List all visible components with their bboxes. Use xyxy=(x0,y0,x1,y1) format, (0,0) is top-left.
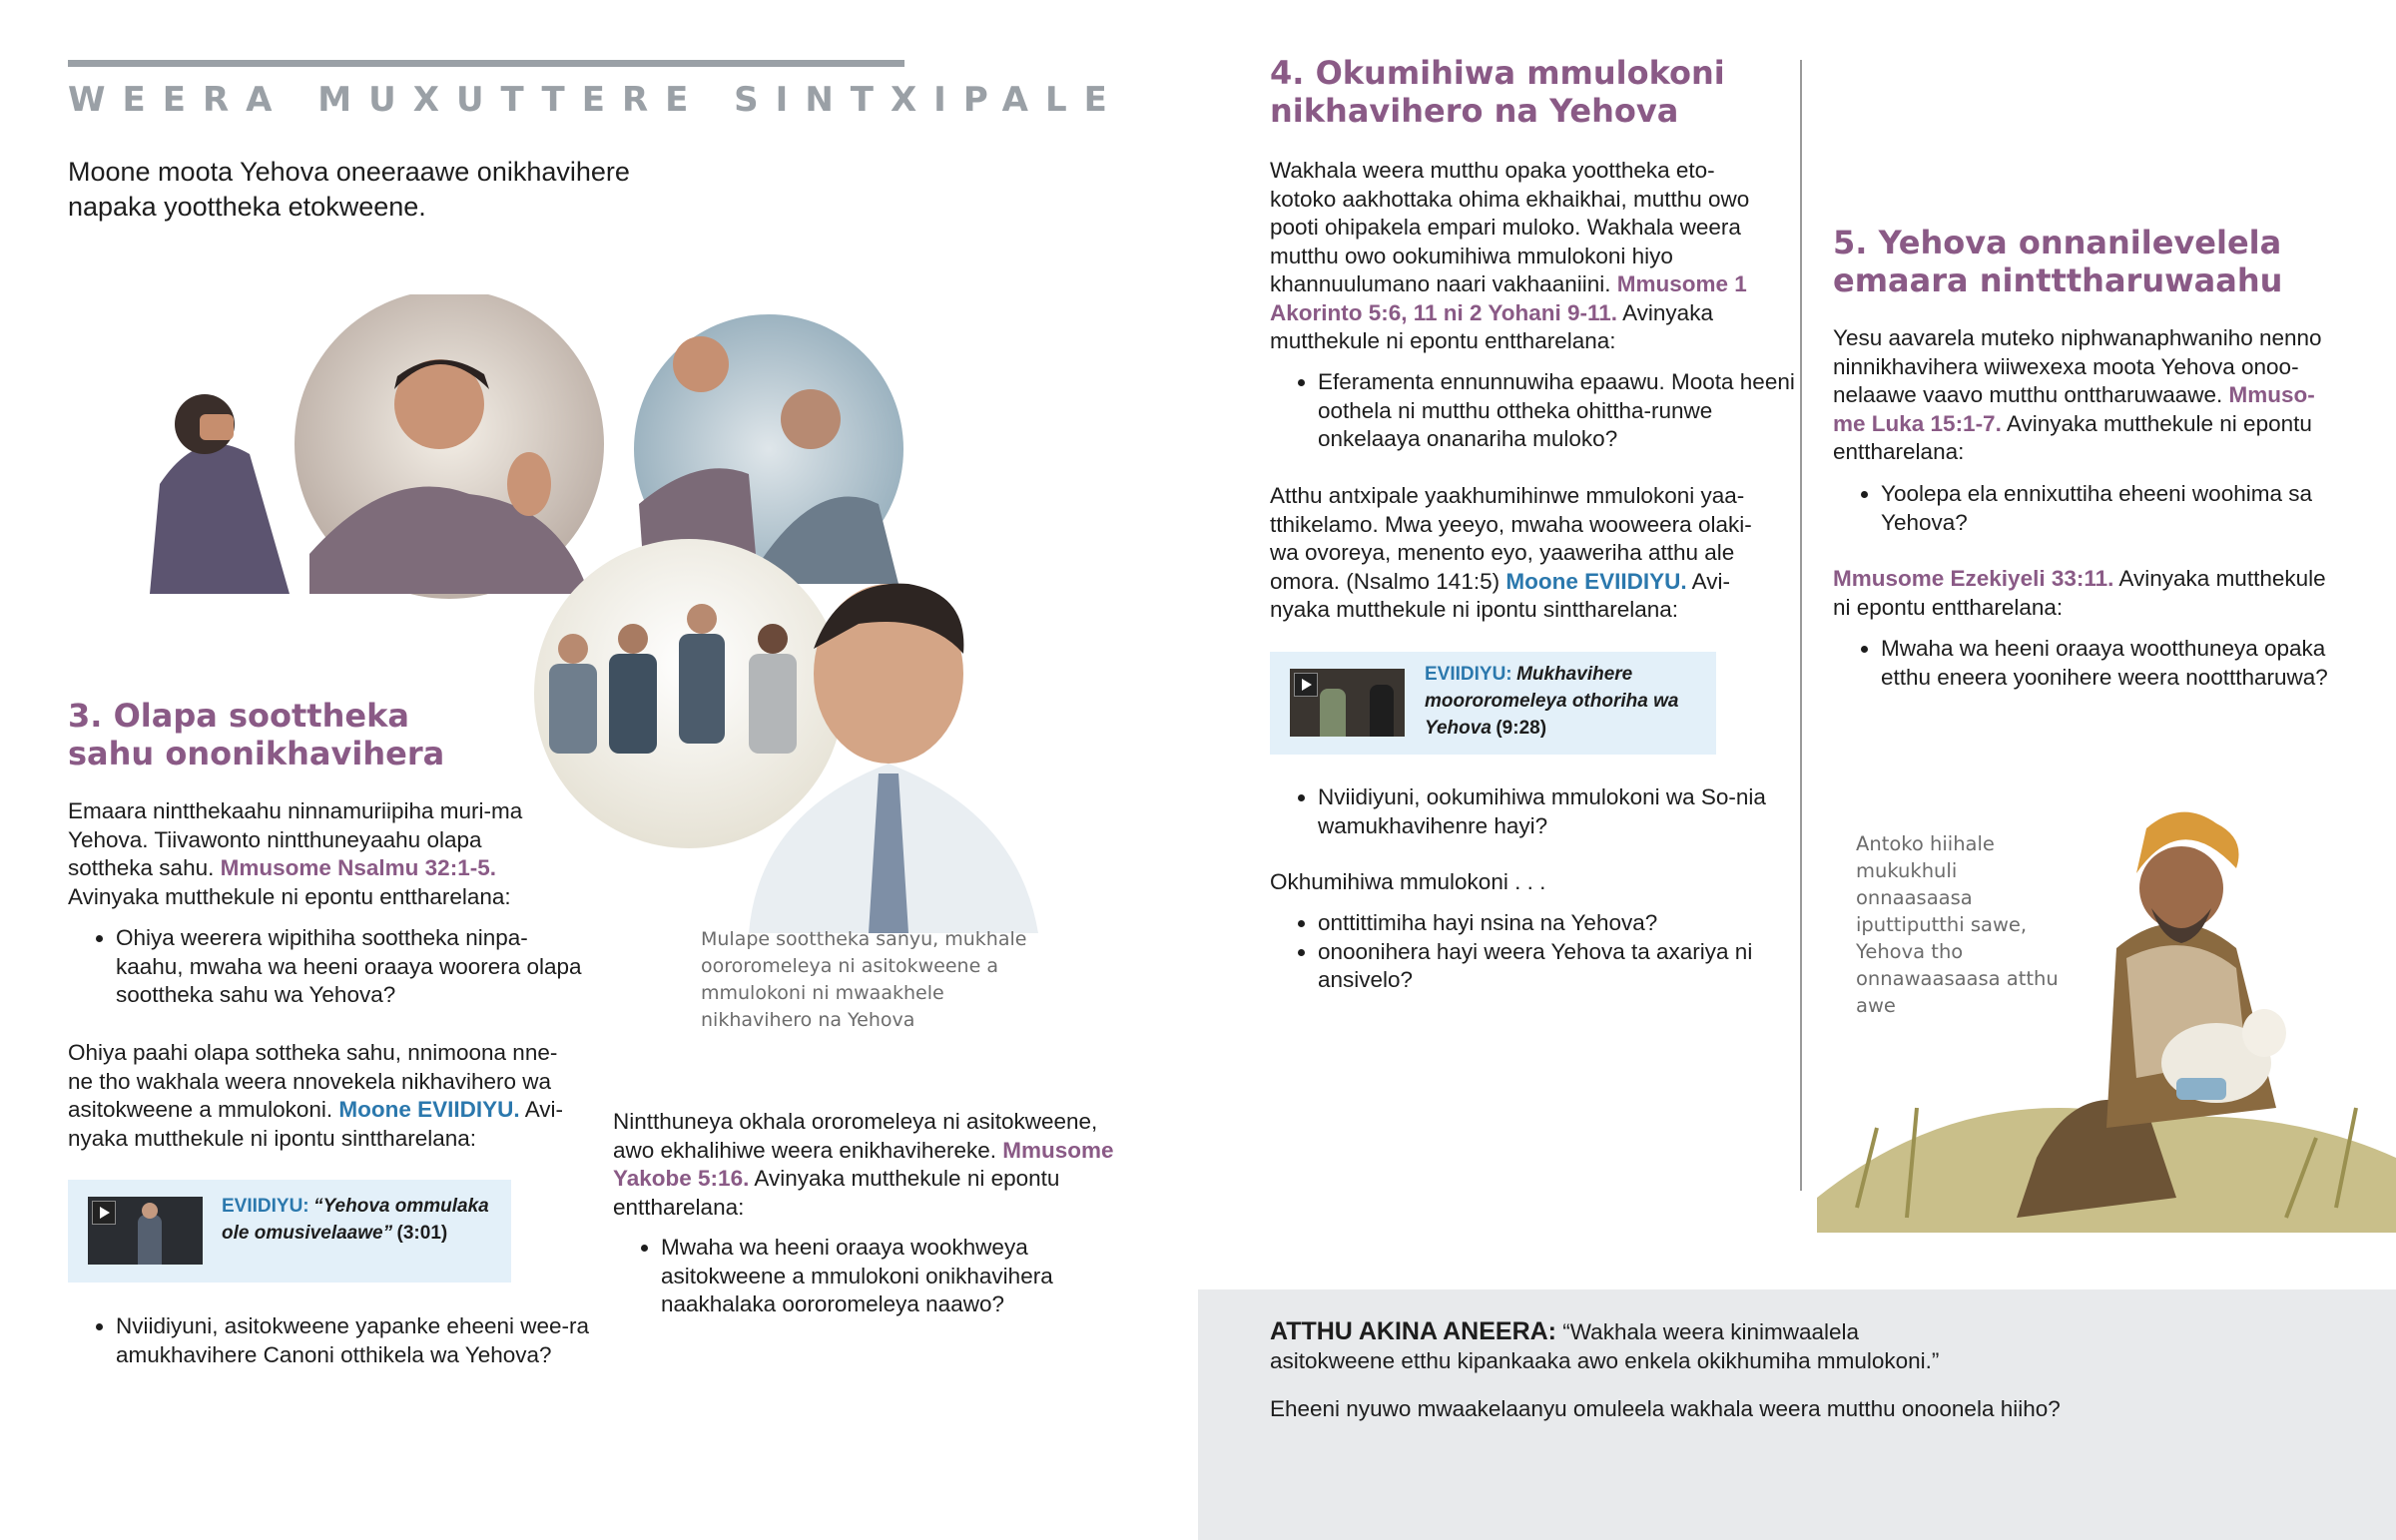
video2-title[interactable]: Mukhavihere moororomeleya othoriha wa Yehova xyxy=(1425,664,1679,739)
section4-heading-line1: 4. Okumihiwa mmulokoni xyxy=(1270,54,1725,92)
video2-duration: (9:28) xyxy=(1496,718,1547,739)
section4-para2-text: Atthu antxipale yaakhumihinwe mmulokoni yaa-tthikelamo. Mwa yeeyo, mwaha wooweera olaki-wa ovoreya, menento eyo, yaaweriha atthu ale omora. (Nsalmo 141:5) xyxy=(1270,483,1752,594)
mid-ref-link[interactable]: Mmusome Yakobe 5:16. xyxy=(613,1137,1114,1191)
column-divider xyxy=(1800,60,1802,1191)
banner-title: WEERA MUXUTTERE SINTXIPALE xyxy=(68,80,1124,120)
section5-ref-link[interactable]: Mmuso-me Luka 15:1-7. xyxy=(1833,382,2315,436)
section3-video-link[interactable]: Moone EVIIDIYU. xyxy=(338,1097,520,1122)
footer-panel xyxy=(1198,1289,2396,1540)
section5-para1-after: Avinyaka mutthekule ni epontu enttharelana: xyxy=(1833,410,2312,464)
section3-question-list xyxy=(68,924,595,1010)
section4-para2 xyxy=(1270,482,1764,625)
image-caption: Mulape soottheka sanyu, mukhale oororomeleya ni asitokweene a mmulokoni ni mwaakhele nikhavihero na Yehova xyxy=(701,928,1027,1031)
section3-ref-link[interactable]: Mmusome Nsalmu 32:1-5. xyxy=(220,855,496,880)
section4-question-2: • Nviidiyuni, ookumihiwa mmulokoni wa So-nia wamukhavihenre hayi? xyxy=(1318,783,1797,840)
video-thumbnail-2[interactable] xyxy=(1290,669,1405,737)
section5-heading xyxy=(1833,224,2372,299)
section5-question-2: • Mwaha wa heeni oraaya wootthuneya opaka etthu eneera yoonihere weera nootttharuwa? xyxy=(1881,635,2340,692)
section5-heading-line1: 5. Yehova onnanilevelela xyxy=(1833,224,2282,261)
play-icon-2[interactable] xyxy=(1294,673,1318,697)
video1-duration: (3:01) xyxy=(396,1223,448,1244)
mid-question: • Mwaha wa heeni oraaya wookhweya asitokweene a mmulokoni onikhavihera naakhalaka oororomeleya naawo? xyxy=(661,1234,1140,1319)
section4-para1-text: Wakhala weera mutthu opaka yoottheka eto-kotoko aakhottaka ohima ekhaikhai, mutthu owo pooti ohipakela empari muloko. Wakhala weera mutthu owo ookumihiwa mmulokoni hiyo khannuulumano naari vakhaaniini. xyxy=(1270,158,1750,296)
video-thumbnail-1[interactable] xyxy=(88,1197,203,1265)
section3-heading-line1: 3. Olapa soottheka xyxy=(68,697,409,735)
section4-video-link[interactable]: Moone EVIIDIYU. xyxy=(1505,568,1687,594)
section4-heading xyxy=(1270,54,1829,130)
section5-question-1: • Yoolepa ela ennixuttiha eheeni woohima sa Yehova? xyxy=(1881,480,2350,537)
section4-para1 xyxy=(1270,157,1759,356)
section5-para2-after: Avinyaka mutthekule ni epontu enttharelana: xyxy=(1833,566,2326,620)
shepherd-caption: Antoko hiihale mukukhuli onnaasaasa iputtiputthi sawe, Yehova tho onnawaasaasa atthu awe xyxy=(1856,832,2059,1017)
mid-para-after: Avinyaka mutthekule ni epontu enttharelana: xyxy=(613,1166,1060,1220)
section3-question-1: • Ohiya weerera wipithiha soottheka ninpa-kaahu, mwaha wa heeni oraaya woorera olapa soottheka sahu wa Yehova? xyxy=(116,924,595,1010)
footer-question: Eheeni nyuwo mwaakelaanyu omuleela wakhala weera mutthu onoonela hiiho? xyxy=(1270,1396,2061,1421)
section4-heading-line2: nikhavihero na Yehova xyxy=(1270,92,1679,130)
section3-para2 xyxy=(68,1039,567,1153)
video-card-1[interactable] xyxy=(68,1180,511,1283)
section4-question-1: • Eferamenta ennunnuwiha epaawu. Moota heeni oothela ni mutthu ottheka ohittha-runwe onkelaaya onanariha muloko? xyxy=(1318,368,1797,454)
section4-lead: Okhumihiwa mmulokoni . . . xyxy=(1270,869,1546,894)
section4-question-3: • onttittimiha hayi nsina na Yehova? xyxy=(1318,909,1797,938)
section4-question-list xyxy=(1270,368,1797,454)
footer-label: ATTHU AKINA ANEERA: xyxy=(1270,1317,1557,1345)
mid-para xyxy=(613,1108,1120,1222)
mid-para-text: Nintthuneya okhala ororomeleya ni asitokweene, awo ekhalihiwe weera enikhavihereke. xyxy=(613,1109,1098,1163)
section4-question-list-3 xyxy=(1270,909,1797,995)
section3-para1-after: Avinyaka mutthekule ni epontu enttharelana: xyxy=(68,883,511,909)
section3-para1-text: Emaara nintthekaahu ninnamuriipiha muri-ma Yehova. Tiivawonto nintthuneyaahu olapa sottheka sahu. xyxy=(68,798,523,880)
section5-question-list xyxy=(1833,480,2350,537)
section5-question-list-2 xyxy=(1833,635,2340,692)
video2-label: EVIIDIYU: xyxy=(1425,664,1512,685)
section3-heading xyxy=(68,697,667,772)
footer-quote: “Wakhala weera kinimwaalela asitokweene etthu kipankaaka awo enkela okikhumiha mmulokoni.” xyxy=(1270,1319,1940,1373)
section5-heading-line2: emaara nintttharuwaahu xyxy=(1833,261,2283,299)
video1-label: EVIIDIYU: xyxy=(222,1196,309,1217)
section3-question-list-2 xyxy=(68,1312,655,1369)
mid-question-list xyxy=(613,1234,1140,1319)
section5-ref-link-2[interactable]: Mmusome Ezekiyeli 33:11. xyxy=(1833,566,2114,591)
section3-para1 xyxy=(68,797,567,911)
section3-para2-after: Avi-nyaka mutthekule ni ipontu sinttharelana: xyxy=(68,1097,564,1151)
section5-para1 xyxy=(1833,324,2332,467)
section5-para1-text: Yesu aavarela muteko niphwanaphwaniho nenno ninnikhavihera wiiwexexa moota Yehova onoo-nelaawe vaavo mutthu onttharuwaawe. xyxy=(1833,325,2322,407)
section5-para2 xyxy=(1833,565,2332,622)
section3-para2-text: Ohiya paahi olapa sottheka sahu, nnimoona nne-ne tho wakhala weera nnovekela nikhavihero wa asitokweene a mmulokoni. xyxy=(68,1040,558,1122)
play-icon[interactable] xyxy=(92,1201,116,1225)
section4-question-list-2 xyxy=(1270,783,1797,840)
section3-heading-line2: sahu ononikhavihera xyxy=(68,735,445,772)
video1-title[interactable]: “Yehova ommulaka ole omusivelaawe” xyxy=(222,1196,489,1244)
section4-para1-after: Avinyaka mutthekule ni epontu enttharelana: xyxy=(1270,299,1713,353)
video-card-2[interactable] xyxy=(1270,652,1716,755)
section4-ref-link[interactable]: Mmusome 1 Akorinto 5:6, 11 ni 2 Yohani 9-11. xyxy=(1270,271,1747,325)
section3-question-2: • Nviidiyuni, asitokweene yapanke eheeni wee-ra amukhavihere Canoni otthikela wa Yehova? xyxy=(116,1312,655,1369)
intro-text: Moone moota Yehova oneeraawe onikhavihere napaka yoottheka etokweene. xyxy=(68,157,630,222)
section4-para2-after: Avi-nyaka mutthekule ni ipontu sinttharelana: xyxy=(1270,568,1730,622)
section4-question-4: • onoonihera hayi weera Yehova ta axariya ni ansivelo? xyxy=(1318,938,1797,995)
banner-rule xyxy=(68,60,904,67)
